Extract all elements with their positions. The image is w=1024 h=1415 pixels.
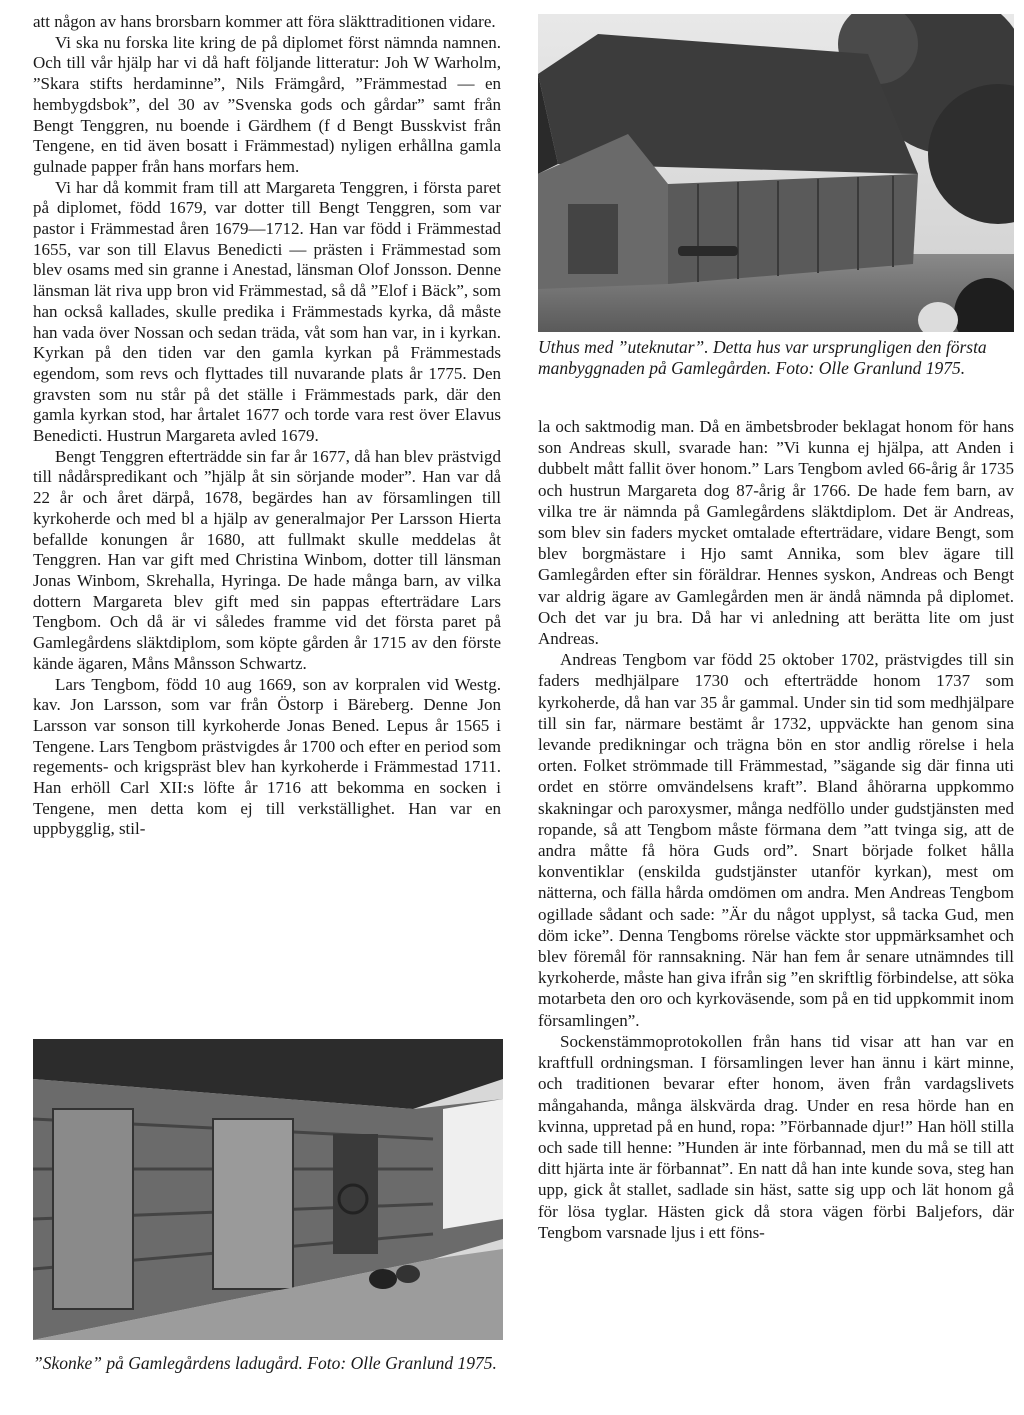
paragraph: Vi har då kommit fram till att Margareta Tenggren, i första paret på diplomet, född 1679, var dotter till Bengt Tenggren, som var pastor i Främmestad åren 1679—1712. Han var född i Främmestad 1655, var son till Elavus Benedicti — prästen i Främmestad som blev osams med sin granne i Anestad, länsman Olof Jonsson. Denne länsman lät riva upp bron vid Främmestad, så då ”Elof i Bäck”, som han också kallades, skulle predika i Främmestads kyrka, då måste han vada över Nossan och sedan träda, våt som han var, in i kyrkan. Kyrkan på den tiden var den gamla kyrkan på Främmestads egendom, som revs och flyttades till nuvarande plats år 1775. Den gravsten som nu står på det ställe i Främmestads park, där den gamla kyrkan stod, har årtalet 1677 och torde vara rest över Elavus Benedicti. Hustrun Margareta avled 1679.: [33, 177, 501, 446]
outbuilding-photo: [538, 14, 1014, 332]
barn-photo: [33, 1039, 503, 1340]
paragraph: la och saktmodig man. Då en ämbetsbroder beklagat honom för hans son Andreas skull, svarade han: ”Vi kunna ej hjälpa, att Anden i dubbelt mått fallit över honom.” Lars Tengbom avled 66-årig år 1735 och hustrun Margareta dog 87-årig år 1766. De hade fem barn, av vilka tre är nämnda på Gamlegårdens släktdiplom. Det är Andreas, som blev sin faders mycket omtalade efterträdare, vidare Bengt, som blev borgmästare i Hjo samt Annika, som blev ägare till Gamlegården efter sin föräldrar. Hennes syskon, Andreas och Bengt var aldrig ägare av Gamlegården men är ändå nämnda på diplomet. Och det var ju bra. Då har vi anledning att berätta lite om just Andreas.: [538, 417, 1014, 649]
right-text-column: [538, 416, 1014, 1243]
outbuilding-photo-caption: Uthus med ”uteknutar”. Detta hus var ursprungligen den första manbyggnaden på Gamlegården. Foto: Olle Granlund 1975.: [538, 337, 987, 378]
paragraph: Vi ska nu forska lite kring de på diplomet först nämnda namnen. Och till vår hjälp har vi då haft följande litteratur: Joh W Warholm, ”Skara stifts herdaminne”, Nils Främgård, ”Främmestad — en hembygdsbok”, del 30 av ”Svenska gods och gårdar” samt från Bengt Tenggren, nu boende i Gärdhem (f d Bengt Busskvist från Tengene, en tid även bosatt i Främmestad) nyligen erhållna gamla gulnade papper från hans morfars hem.: [33, 32, 501, 176]
paragraph: Lars Tengbom, född 10 aug 1669, son av korpralen vid Westg. kav. Jon Larsson, som var från Östorp i Bäreberg. Denne Jon Larsson var sonson till kyrkoherde Jonas Bened. Lepus år 1565 i Tengene. Lars Tengbom prästvigdes år 1700 och efter en period som regements- och krigspräst blev han kyrkoherde i Främmestad 1711. Han erhöll Carl XII:s löfte år 1716 att bekomma en socken i Tengene, men detta kom ej till verkställighet. Han var en uppbygglig, stil-: [33, 674, 501, 839]
outbuilding-photo-image: [538, 14, 1014, 332]
barn-photo-image: [33, 1039, 503, 1340]
paragraph: Andreas Tengbom var född 25 oktober 1702, prästvigdes till sin faders medhjälpare 1730 och efterträdde honom 1737 som kyrkoherde, då han var 35 år gammal. Under sin tid som medhjälpare till sin far, närmare bestämt år 1732, uppväckte han genom sina levande predikningar och trägna bön en stor andlig rörelse i hela orten. Folket strömmade till Främmestad, ”sägande sig där finna uti ordet en större omvändelsens kraft”. Bland åhörarna uppkommo skakningar och paroxysmer, många nedföllo under gudstjänsten med ropande, så att Tengbom måste förmana dem ”att tvinga sig, att de andra måtte få höra Guds ord”. Snart började folket hålla konventiklar (enskilda gudstjänster utanför kyrkan), mest om nätterna, och fälla hårda omdömen om andra. Men Andreas Tengbom ogillade sådant och sade: ”Är du något upplyst, så tacka Gud, men döm icke”. Denna Tengboms rörelse väckte stor uppmärksamhet och blev föremål för rannsakning. När han fem år senare utnämndes till kyrkoherde, måste han giva ifrån sig ”en skriftlig förbindelse, att söka motarbeta den oro och kyrkoväsende, som på en tid uppkommit inom församlingen”.: [538, 650, 1014, 1030]
paragraph: Sockenstämmoprotokollen från hans tid visar att han var en kraftfull ordningsman. I församlingen lever han ännu i kärt minne, och traditionen bevarar efter honom, även från vardagslivets mångahanda, många älskvärda drag. Under en resa hörde han en kvinna, uppretad på en hund, ropa: ”Förbannade djur!” Han höll stilla och sade till henne: ”Hunden är inte förbannad, men du må se till att ditt hjärta inte är förbannat”. En natt då han inte kunde sova, steg han upp, gick åt stallet, sadlade sin häst, satte sig upp och lät honom gå för lösa tyglar. Hästen gick då stora vägen förbi Baljefors, där Tengbom varsnade ljus i ett föns-: [538, 1031, 1014, 1242]
barn-photo-caption: ”Skonke” på Gamlegårdens ladugård. Foto: Olle Granlund 1975.: [33, 1353, 497, 1373]
paragraph: att någon av hans brorsbarn kommer att föra släkttraditionen vidare.: [33, 12, 496, 31]
paragraph: Bengt Tenggren efterträdde sin far år 1677, då han blev prästvigd till nådårspredikant och ”hjälp åt sin sörjande moder”. Han var då 22 år och året därpå, 1678, begärdes han av församlingen till kyrkoherde och med bl a hjälp av generalmajor Per Larsson Hierta befallde konungen år 1680, att fullmakt skulle meddelas åt Tenggren. Han var gift med Christina Winbom, dotter till länsman Jonas Winbom, Skrehalla, Hyringa. De hade många barn, av vilka dottern Margareta blev gift med sin pappas efterträdare Lars Tengbom. Och då är vi således framme vid det första paret på Gamlegårdens släktdiplom, som köpte gården år 1715 av den förste kände ägaren, Måns Månsson Schwartz.: [33, 446, 501, 673]
left-text-column: [33, 12, 501, 840]
